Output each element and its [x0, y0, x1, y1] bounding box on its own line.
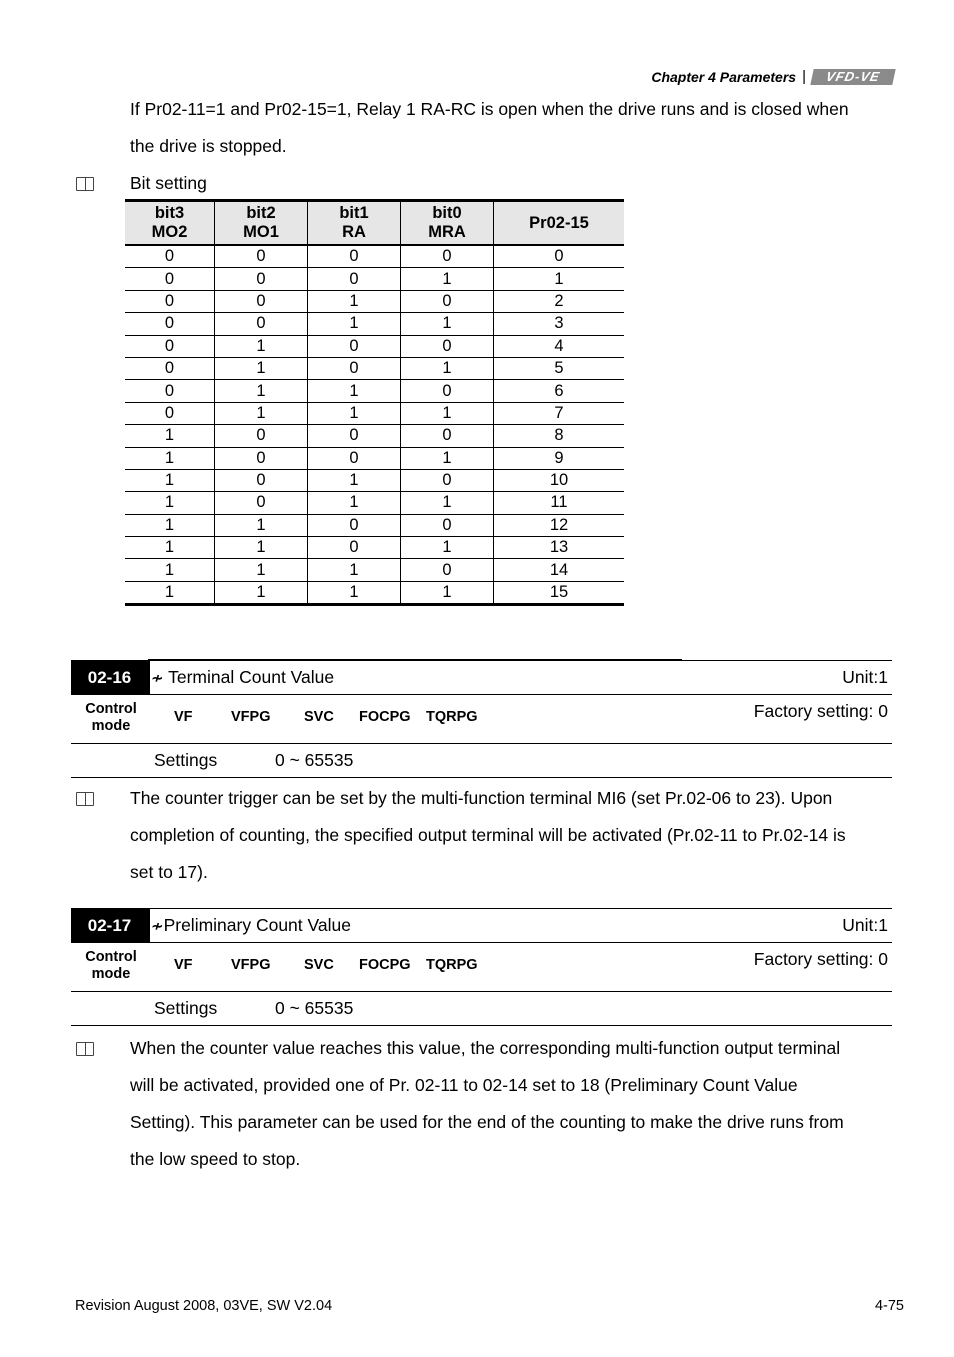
table-cell: 1	[215, 402, 308, 424]
table-cell: 4	[494, 335, 625, 357]
table-cell: 1	[401, 581, 494, 604]
table-cell: 1	[401, 447, 494, 469]
table-cell: 2	[494, 290, 625, 312]
table-cell: 1	[401, 357, 494, 379]
param-code: 02-16	[71, 661, 148, 694]
table-cell: 0	[215, 290, 308, 312]
table-cell: 0	[125, 357, 215, 379]
table-row	[125, 290, 624, 312]
table-cell: 12	[494, 514, 625, 536]
note-line: will be activated, provided one of Pr. 02-11 to 02-14 set to 18 (Preliminary Count Value	[130, 1075, 798, 1095]
table-cell: 1	[308, 559, 401, 581]
table-cell: 1	[215, 335, 308, 357]
control-mode-label: Control mode	[85, 949, 137, 982]
table-cell: 1	[401, 313, 494, 335]
table-row	[125, 380, 624, 402]
footer-revision: Revision August 2008, 03VE, SW V2.04	[75, 1298, 333, 1314]
edit-anytime-icon: ≁	[151, 670, 164, 687]
mode-vf: VF	[174, 957, 193, 973]
table-cell: 15	[494, 581, 625, 604]
table-row	[125, 492, 624, 514]
table-cell: 1	[125, 559, 215, 581]
table-row	[125, 537, 624, 559]
settings-label: Settings	[154, 750, 218, 770]
param-02-17-note	[130, 1030, 844, 1178]
table-cell: 1	[308, 492, 401, 514]
header-bit0: bit0 MRA	[401, 201, 494, 246]
table-cell: 0	[308, 447, 401, 469]
settings-label: Settings	[154, 998, 218, 1018]
param-code: 02-17	[71, 909, 148, 942]
table-cell: 0	[125, 290, 215, 312]
table-cell: 1	[125, 581, 215, 604]
table-cell: 1	[215, 357, 308, 379]
table-cell: 9	[494, 447, 625, 469]
note-line: Setting). This parameter can be used for the end of the counting to make the drive runs from	[130, 1112, 844, 1132]
table-cell: 0	[401, 245, 494, 268]
param-mode-row	[71, 943, 892, 992]
table-row	[125, 559, 624, 581]
param-name	[151, 661, 334, 695]
mode-tqrpg: TQRPG	[426, 709, 478, 725]
note-line: The counter trigger can be set by the multi-function terminal MI6 (set Pr.02-06 to 23). Upon	[130, 788, 833, 808]
table-cell: 1	[125, 514, 215, 536]
param-mode-row	[71, 695, 892, 744]
header-pr02-15: Pr02-15	[494, 201, 625, 246]
intro-line-2: the drive is stopped.	[130, 136, 287, 156]
table-cell: 0	[125, 268, 215, 290]
table-cell: 0	[125, 380, 215, 402]
param-settings-row	[71, 744, 892, 778]
table-row	[125, 357, 624, 379]
header-separator: |	[802, 68, 806, 85]
table-cell: 0	[401, 559, 494, 581]
table-cell: 7	[494, 402, 625, 424]
table-cell: 0	[125, 313, 215, 335]
table-cell: 0	[125, 245, 215, 268]
table-cell: 0	[401, 380, 494, 402]
table-cell: 10	[494, 469, 625, 491]
table-header-row	[125, 201, 624, 246]
table-cell: 1	[494, 268, 625, 290]
table-cell: 14	[494, 559, 625, 581]
chapter-title: Chapter 4 Parameters	[651, 68, 797, 85]
table-cell: 3	[494, 313, 625, 335]
factory-setting: Factory setting: 0	[753, 949, 888, 969]
table-cell: 1	[125, 537, 215, 559]
table-cell: 0	[401, 469, 494, 491]
table-cell: 1	[308, 469, 401, 491]
table-cell: 0	[215, 492, 308, 514]
header-bit3: bit3 MO2	[125, 201, 215, 246]
settings-value: 0 ~ 65535	[275, 998, 354, 1018]
table-cell: 0	[401, 290, 494, 312]
bit-setting-label: Bit setting	[130, 173, 207, 193]
table-row	[125, 268, 624, 290]
title-divider	[148, 661, 150, 694]
table-cell: 1	[125, 447, 215, 469]
param-unit: Unit:1	[842, 915, 888, 935]
table-cell: 11	[494, 492, 625, 514]
table-cell: 1	[308, 290, 401, 312]
param-02-16	[71, 660, 892, 778]
table-cell: 13	[494, 537, 625, 559]
control-mode-label: Control mode	[85, 701, 137, 734]
table-cell: 1	[125, 492, 215, 514]
book-icon	[76, 1042, 94, 1056]
table-row	[125, 425, 624, 447]
table-cell: 0	[308, 537, 401, 559]
mode-vfpg: VFPG	[231, 709, 271, 725]
table-cell: 1	[308, 380, 401, 402]
table-cell: 1	[401, 268, 494, 290]
mode-vf: VF	[174, 709, 193, 725]
table-cell: 1	[125, 469, 215, 491]
table-cell: 0	[308, 335, 401, 357]
table-cell: 0	[215, 245, 308, 268]
param-02-16-note	[130, 780, 846, 891]
table-cell: 0	[308, 425, 401, 447]
table-cell: 5	[494, 357, 625, 379]
table-row	[125, 469, 624, 491]
intro-paragraph	[130, 91, 849, 165]
table-cell: 1	[401, 492, 494, 514]
table-cell: 0	[401, 514, 494, 536]
table-cell: 0	[308, 514, 401, 536]
table-cell: 1	[308, 402, 401, 424]
table-row	[125, 514, 624, 536]
table-cell: 8	[494, 425, 625, 447]
note-line: When the counter value reaches this value, the corresponding multi-function output terminal	[130, 1038, 841, 1058]
param-title-row	[71, 908, 892, 943]
mode-svc: SVC	[304, 709, 334, 725]
book-icon	[76, 177, 94, 191]
table-cell: 1	[401, 537, 494, 559]
param-name-text: Terminal Count Value	[168, 667, 335, 687]
mode-svc: SVC	[304, 957, 334, 973]
note-line: completion of counting, the specified output terminal will be activated (Pr.02-11 to Pr.02-14 is	[130, 825, 846, 845]
table-cell: 1	[401, 402, 494, 424]
bit-setting-table	[125, 199, 624, 606]
table-cell: 1	[125, 425, 215, 447]
settings-value: 0 ~ 65535	[275, 750, 354, 770]
mode-focpg: FOCPG	[359, 957, 411, 973]
factory-setting: Factory setting: 0	[753, 701, 888, 721]
mode-tqrpg: TQRPG	[426, 957, 478, 973]
book-icon	[76, 792, 94, 806]
edit-anytime-icon: ≁	[151, 918, 164, 935]
mode-vfpg: VFPG	[231, 957, 271, 973]
table-cell: 0	[125, 402, 215, 424]
table-cell: 0	[401, 335, 494, 357]
note-line: the low speed to stop.	[130, 1149, 301, 1169]
table-cell: 1	[308, 313, 401, 335]
table-row	[125, 313, 624, 335]
note-line: set to 17).	[130, 862, 208, 882]
table-row	[125, 335, 624, 357]
mode-focpg: FOCPG	[359, 709, 411, 725]
param-unit: Unit:1	[842, 667, 888, 687]
title-divider	[148, 909, 150, 942]
header-bit2: bit2 MO1	[215, 201, 308, 246]
table-cell: 6	[494, 380, 625, 402]
footer-page-number: 4-75	[874, 1298, 904, 1314]
param-name-text: Preliminary Count Value	[163, 915, 351, 935]
table-row	[125, 447, 624, 469]
table-cell: 1	[215, 581, 308, 604]
page-header	[651, 68, 894, 85]
table-cell: 0	[215, 313, 308, 335]
header-bit1: bit1 RA	[308, 201, 401, 246]
param-title-row	[71, 660, 892, 695]
table-cell: 1	[215, 537, 308, 559]
table-cell: 0	[215, 469, 308, 491]
param-02-17	[71, 908, 892, 1026]
table-cell: 0	[308, 245, 401, 268]
table-cell: 1	[215, 514, 308, 536]
intro-line-1: If Pr02-11=1 and Pr02-15=1, Relay 1 RA-RC is open when the drive runs and is closed when	[130, 99, 849, 119]
table-cell: 0	[215, 425, 308, 447]
table-row	[125, 245, 624, 268]
param-name	[151, 909, 351, 943]
table-cell: 0	[494, 245, 625, 268]
table-cell: 0	[215, 268, 308, 290]
table-cell: 1	[308, 581, 401, 604]
table-cell: 0	[308, 357, 401, 379]
table-row	[125, 402, 624, 424]
table-cell: 0	[401, 425, 494, 447]
table-cell: 1	[215, 380, 308, 402]
table-row	[125, 581, 624, 604]
product-logo: VFD-VE	[810, 69, 895, 85]
table-cell: 0	[215, 447, 308, 469]
table-cell: 1	[215, 559, 308, 581]
table-cell: 0	[308, 268, 401, 290]
param-settings-row	[71, 992, 892, 1026]
table-cell: 0	[125, 335, 215, 357]
